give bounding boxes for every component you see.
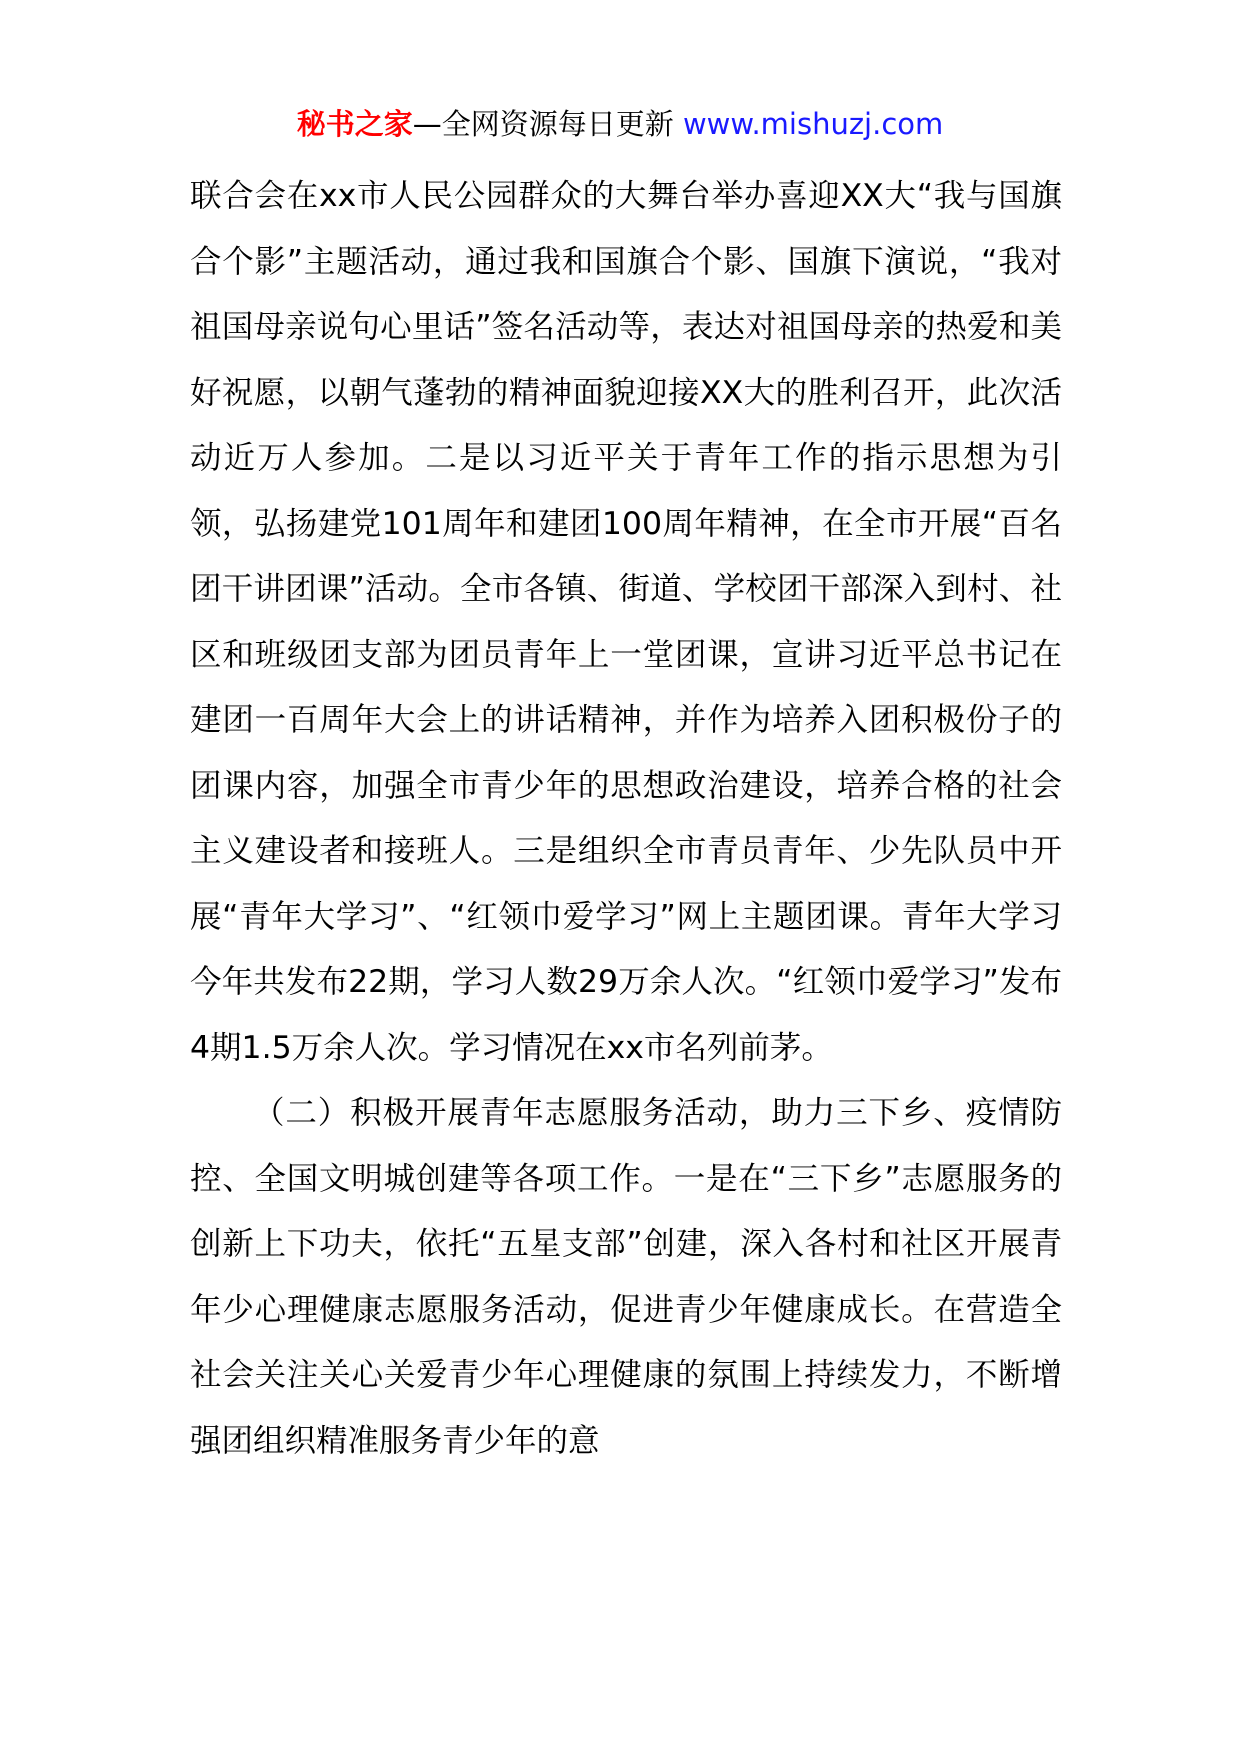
header-url-link[interactable]: www.mishuzj.com xyxy=(682,107,944,141)
header-brand: 秘书之家 xyxy=(296,107,413,141)
page-header xyxy=(0,104,1240,144)
document-body xyxy=(190,164,1062,1474)
paragraph-continued: 联合会在xx市人民公园群众的大舞台举办喜迎XX大“我与国旗合个影”主题活动，通过我和国旗合个影、国旗下演说，“我对祖国母亲说句心里话”签名活动等，表达对祖国母亲的热爱和美好祝愿，以朝气蓬勃的精神面貌迎接XX大的胜利召开，此次活动近万人参加。二是以习近平关于青年工作的指示思想为引领，弘扬建党101周年和建团100周年精神，在全市开展“百名团干讲团课”活动。全市各镇、街道、学校团干部深入到村、社区和班级团支部为团员青年上一堂团课，宣讲习近平总书记在建团一百周年大会上的讲话精神，并作为培养入团积极份子的团课内容，加强全市青少年的思想政治建设，培养合格的社会主义建设者和接班人。三是组织全市青员青年、少先队员中开展“青年大学习”、“红领巾爱学习”网上主题团课。青年大学习今年共发布22期，学习人数29万余人次。“红领巾爱学习”发布4期1.5万余人次。学习情况在xx市名列前茅。 xyxy=(190,178,1062,1066)
header-tagline: —全网资源每日更新 xyxy=(412,107,683,141)
paragraph-section-two: （二）积极开展青年志愿服务活动，助力三下乡、疫情防控、全国文明城创建等各项工作。一是在“三下乡”志愿服务的创新上下功夫，依托“五星支部”创建，深入各村和社区开展青年少心理健康志愿服务活动，促进青少年健康成长。在营造全社会关注关心关爱青少年心理健康的氛围上持续发力，不断增强团组织精准服务青少年的意 xyxy=(190,1095,1062,1459)
